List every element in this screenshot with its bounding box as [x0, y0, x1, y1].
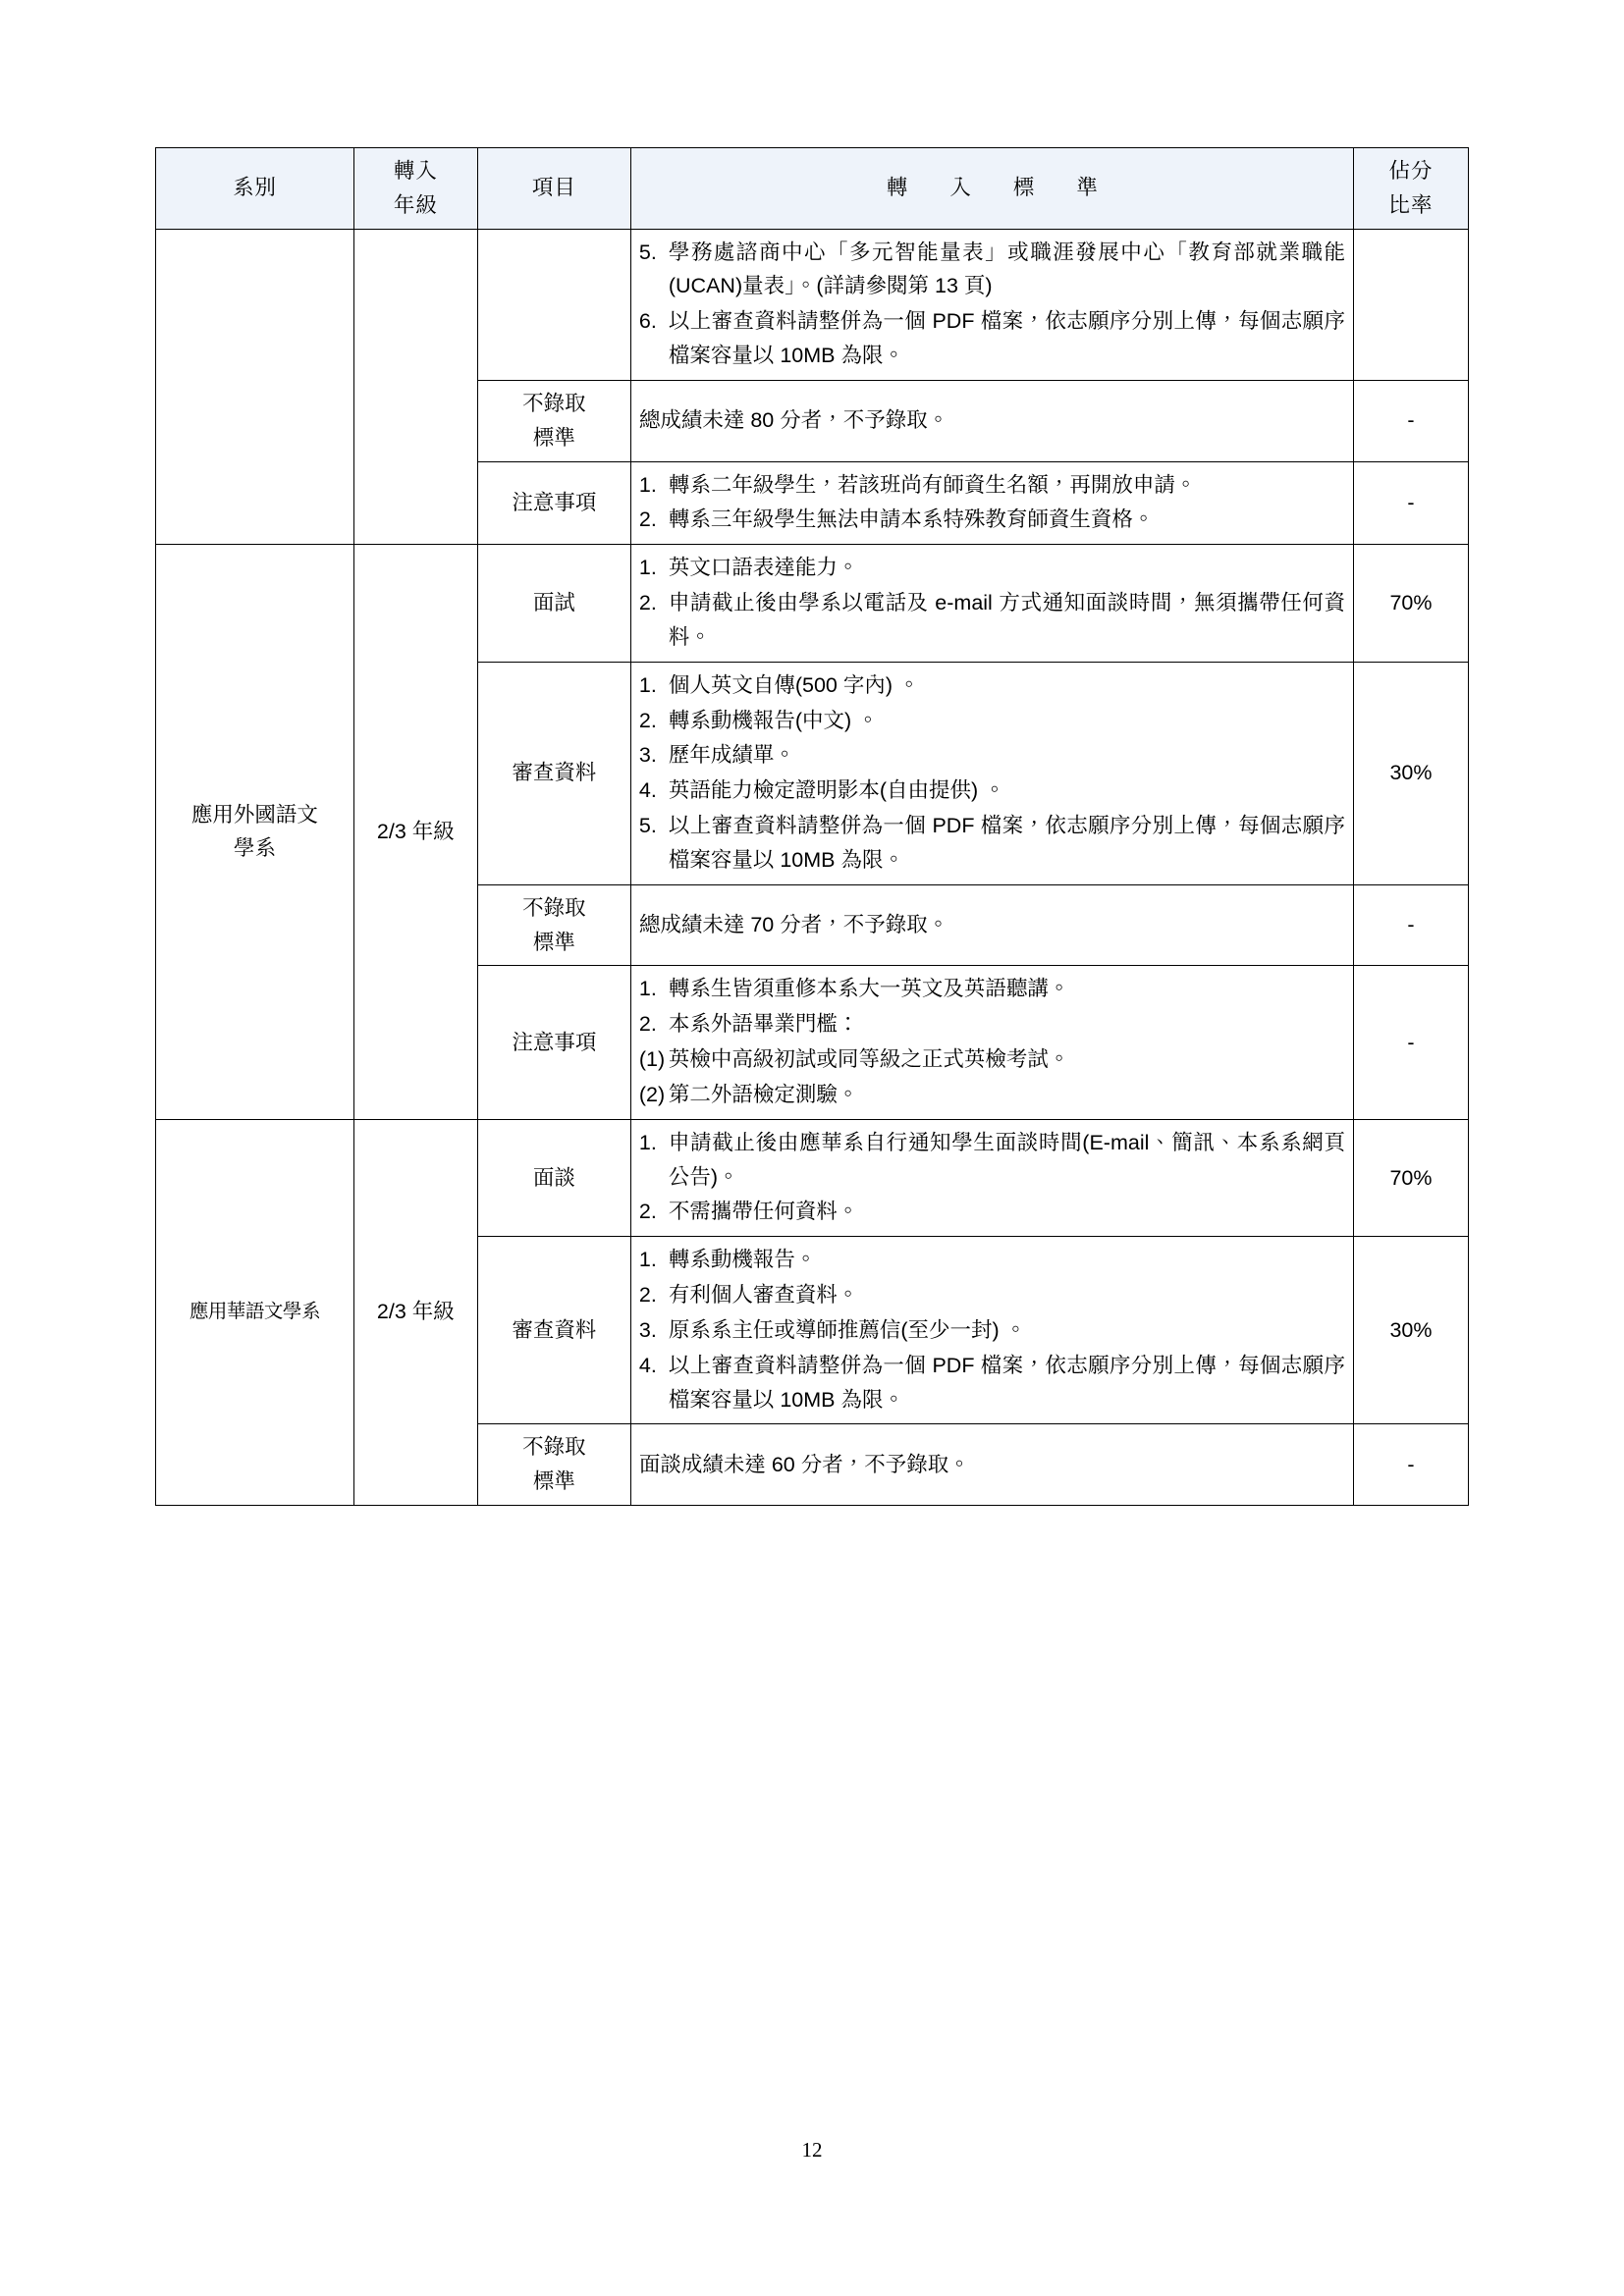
dept-line2: 學系 — [233, 836, 276, 861]
list-text: 轉系二年級學生，若該班尚有師資生名額，再開放申請。 — [668, 472, 1197, 497]
cell-pct: 70% — [1354, 1119, 1469, 1236]
list-text: 申請截止後由學系以電話及 e-mail 方式通知面談時間，無須攜帶任何資料。 — [668, 591, 1345, 649]
cell-standard-interview — [630, 545, 1353, 662]
list-item — [639, 972, 1345, 1006]
header-item: 項目 — [477, 148, 630, 230]
list-number: 2. — [638, 1283, 657, 1308]
list-text: 轉系動機報告。 — [668, 1248, 817, 1272]
list-text: 英語能力檢定證明影本(自由提供) 。 — [668, 778, 1005, 803]
cell-item-reject-standard — [477, 1424, 630, 1506]
cell-pct: - — [1354, 966, 1469, 1119]
cell-dept-continued — [156, 229, 354, 545]
table-row — [156, 1119, 1469, 1236]
header-percentage — [1354, 148, 1469, 230]
list-item — [639, 1078, 1345, 1112]
cell-pct: 70% — [1354, 545, 1469, 662]
cell-item-review-documents: 審查資料 — [477, 662, 630, 884]
cell-item-interview: 面談 — [477, 1119, 630, 1236]
cell-item-review-documents: 審查資料 — [477, 1237, 630, 1424]
list-number: (2) — [638, 1082, 666, 1106]
list-number: 1. — [638, 556, 657, 580]
cell-standard-reject-80: 總成績未達 80 分者，不予錄取。 — [630, 380, 1353, 461]
table-row — [156, 229, 1469, 380]
cell-standard-continued — [630, 229, 1353, 380]
list-item — [639, 809, 1345, 878]
list-text: 轉系生皆須重修本系大一英文及英語聽講。 — [668, 977, 1070, 1001]
table-row — [156, 545, 1469, 662]
list-item — [639, 1042, 1345, 1077]
list-number: 2. — [638, 591, 657, 615]
item-label-line1: 不錄取 — [522, 391, 586, 415]
item-label-line2: 標準 — [532, 1469, 575, 1494]
item-label-line2: 標準 — [532, 930, 575, 954]
list-item — [639, 551, 1345, 585]
cell-item-interview: 面試 — [477, 545, 630, 662]
cell-grade-continued — [353, 229, 477, 545]
header-grade — [353, 148, 477, 230]
cell-pct: - — [1354, 884, 1469, 966]
cell-grade: 2/3 年級 — [353, 1119, 477, 1505]
list-text: 歷年成績單。 — [668, 743, 795, 768]
list-text: 學務處諮商中心「多元智能量表」或職涯發展中心「教育部就業職能(UCAN)量表」。(詳請參閱第 13 頁) — [668, 240, 1345, 298]
cell-standard-reject-70: 總成績未達 70 分者，不予錄取。 — [630, 884, 1353, 966]
item-label-line1: 不錄取 — [522, 895, 586, 920]
list-text: 英檢中高級初試或同等級之正式英檢考試。 — [668, 1047, 1070, 1072]
list-text: 英文口語表達能力。 — [668, 556, 859, 580]
list-item — [639, 1313, 1345, 1348]
header-grade-line1: 轉入 — [393, 159, 438, 183]
list-text: 本系外語畢業門檻： — [668, 1012, 859, 1037]
list-number: 1. — [638, 977, 657, 1001]
list-item — [639, 1195, 1345, 1229]
list-item — [639, 668, 1345, 703]
cell-item-reject-standard — [477, 884, 630, 966]
header-pct-line1: 佔分 — [1388, 159, 1434, 183]
list-text: 以上審查資料請整併為一個 PDF 檔案，依志願序分別上傳，每個志願序檔案容量以 10MB 為限。 — [668, 309, 1345, 368]
cell-pct-continued — [1354, 229, 1469, 380]
header-dept: 系別 — [156, 148, 354, 230]
header-pct-line2: 比率 — [1388, 192, 1434, 217]
header-grade-line2: 年級 — [393, 192, 438, 217]
list-number: 2. — [638, 1012, 657, 1037]
list-item — [639, 774, 1345, 808]
list-item — [639, 1243, 1345, 1277]
list-text: 申請截止後由應華系自行通知學生面談時間(E-mail、簡訊、本系系網頁公告)。 — [668, 1130, 1345, 1189]
list-item — [639, 304, 1345, 373]
item-label-line1: 不錄取 — [522, 1435, 586, 1460]
list-item — [639, 1126, 1345, 1195]
cell-pct: - — [1354, 1424, 1469, 1506]
list-text: 不需攜帶任何資料。 — [668, 1200, 859, 1224]
cell-item-continued — [477, 229, 630, 380]
list-text: 個人英文自傳(500 字內) 。 — [668, 672, 920, 697]
list-item — [639, 738, 1345, 773]
cell-pct: 30% — [1354, 662, 1469, 884]
list-number: 1. — [638, 1248, 657, 1272]
list-item — [639, 1278, 1345, 1312]
list-number: 4. — [638, 1353, 657, 1377]
cell-dept-applied-chinese: 應用華語文學系 — [156, 1119, 354, 1505]
cell-standard-notes — [630, 461, 1353, 545]
header-standard: 轉 入 標 準 — [630, 148, 1353, 230]
list-text: 原系系主任或導師推薦信(至少一封) 。 — [668, 1317, 1027, 1342]
list-item — [639, 503, 1345, 537]
item-label-line2: 標準 — [532, 425, 575, 450]
list-number: (1) — [638, 1047, 666, 1072]
list-item — [639, 1007, 1345, 1041]
cell-pct: 30% — [1354, 1237, 1469, 1424]
list-number: 3. — [638, 743, 657, 768]
list-text: 轉系三年級學生無法申請本系特殊教育師資生資格。 — [668, 507, 1155, 532]
cell-pct: - — [1354, 380, 1469, 461]
cell-standard-notes — [630, 966, 1353, 1119]
list-item — [639, 704, 1345, 738]
list-text: 以上審查資料請整併為一個 PDF 檔案，依志願序分別上傳，每個志願序檔案容量以 10MB 為限。 — [668, 1353, 1345, 1412]
list-number: 6. — [638, 309, 657, 334]
cell-item-notes: 注意事項 — [477, 461, 630, 545]
list-number: 4. — [638, 778, 657, 803]
list-item — [639, 468, 1345, 503]
list-number: 2. — [638, 1200, 657, 1224]
cell-pct: - — [1354, 461, 1469, 545]
transfer-criteria-table — [155, 147, 1469, 1506]
list-number: 5. — [638, 814, 657, 838]
page-number: 12 — [801, 2138, 823, 2162]
cell-standard-review-documents — [630, 1237, 1353, 1424]
list-number: 3. — [638, 1317, 657, 1342]
list-number: 1. — [638, 472, 657, 497]
list-number: 1. — [638, 672, 657, 697]
list-text: 轉系動機報告(中文) 。 — [668, 708, 879, 732]
list-text: 第二外語檢定測驗。 — [668, 1082, 859, 1106]
list-text: 有利個人審查資料。 — [668, 1283, 859, 1308]
cell-standard-interview — [630, 1119, 1353, 1236]
list-number: 5. — [638, 240, 657, 264]
list-item — [639, 586, 1345, 655]
list-text: 以上審查資料請整併為一個 PDF 檔案，依志願序分別上傳，每個志願序檔案容量以 10MB 為限。 — [668, 814, 1345, 872]
list-item — [639, 1349, 1345, 1417]
cell-standard-review-documents — [630, 662, 1353, 884]
list-number: 1. — [638, 1130, 657, 1154]
cell-item-notes: 注意事項 — [477, 966, 630, 1119]
cell-dept-applied-foreign-languages — [156, 545, 354, 1119]
cell-item-reject-standard — [477, 380, 630, 461]
cell-grade: 2/3 年級 — [353, 545, 477, 1119]
cell-standard-reject-60: 面談成績未達 60 分者，不予錄取。 — [630, 1424, 1353, 1506]
list-number: 2. — [638, 708, 657, 732]
dept-line1: 應用外國語文 — [190, 802, 318, 827]
table-header-row — [156, 148, 1469, 230]
list-item — [639, 236, 1345, 304]
list-number: 2. — [638, 507, 657, 532]
